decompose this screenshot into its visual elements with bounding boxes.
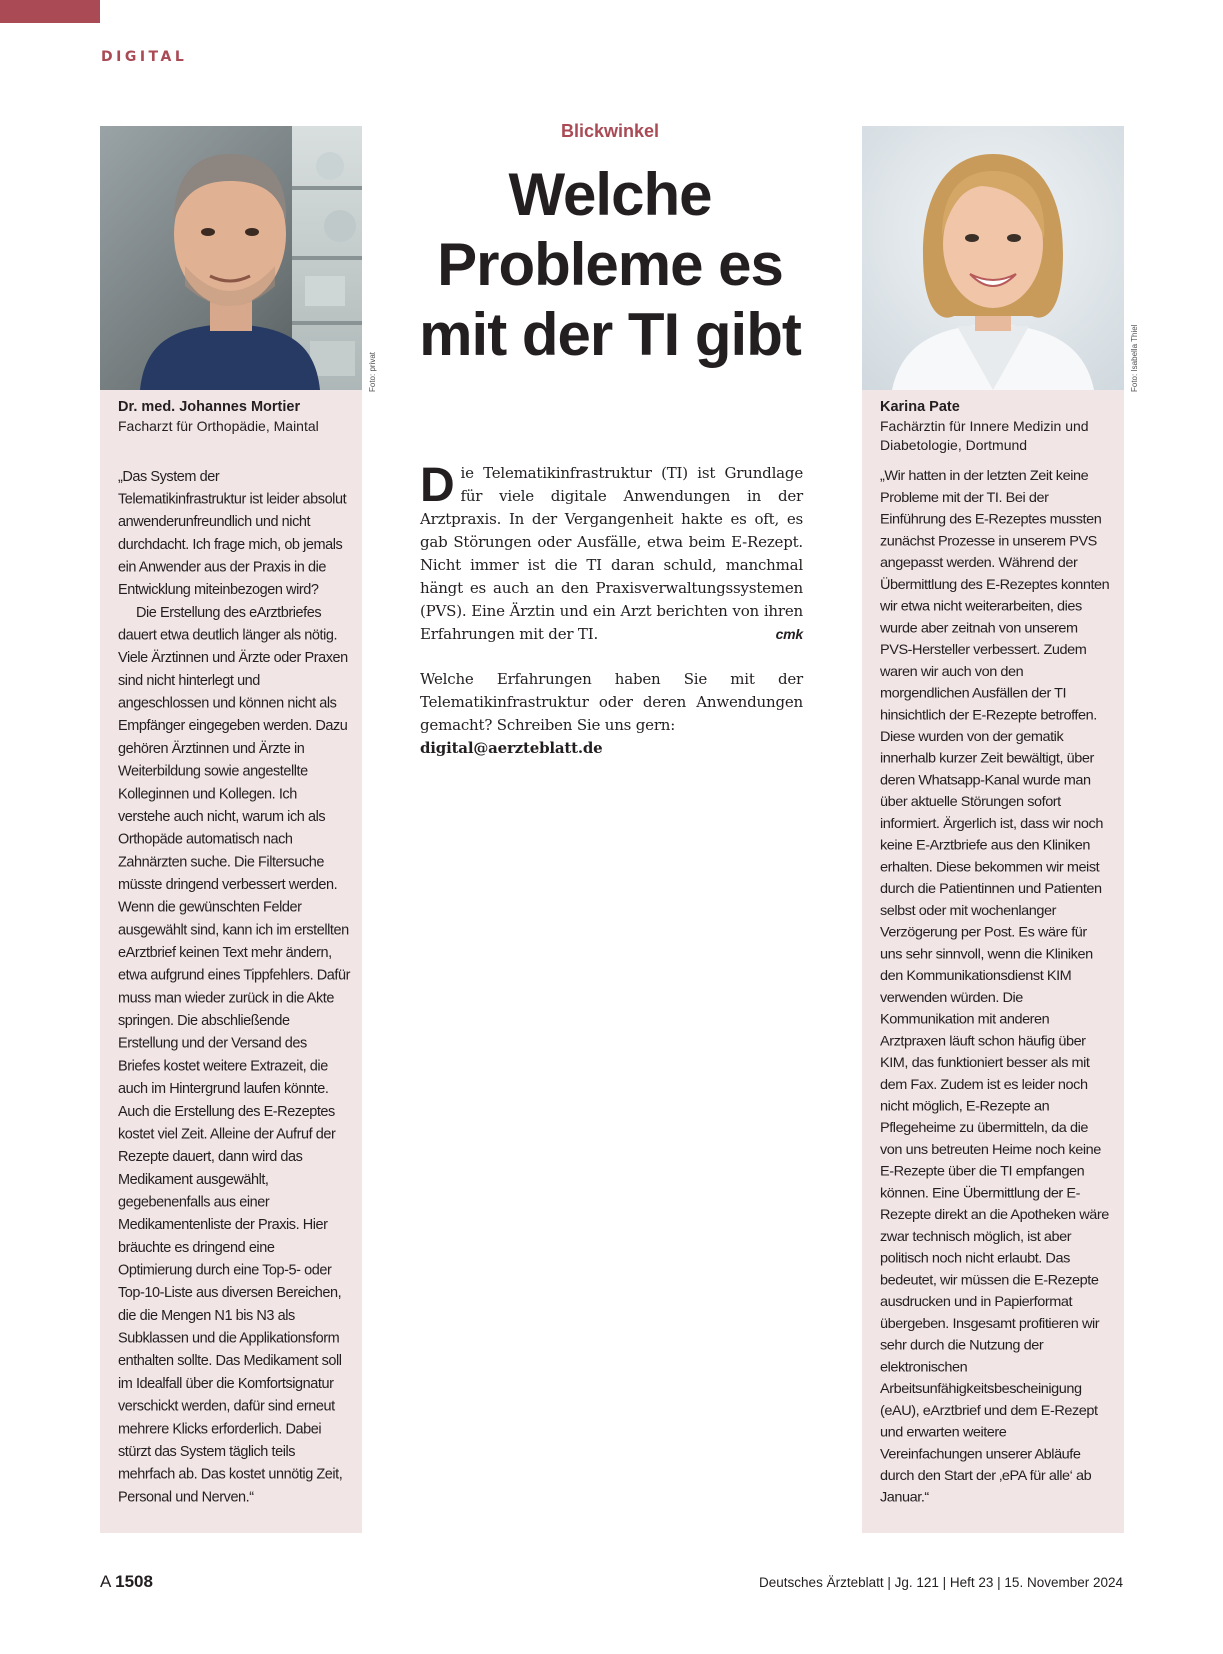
portrait-woman-image <box>862 126 1124 390</box>
lead-paragraph <box>420 459 803 646</box>
portrait-man-image <box>100 126 362 390</box>
cta-text: Welche Erfahrungen haben Sie mit der Telematikinfrastruktur oder deren Anwendungen gemacht? Schreiben Sie uns gern: <box>420 670 803 734</box>
contact-email-link[interactable]: digital@aerzteblatt.de <box>420 739 603 757</box>
headline-line: Probleme es <box>437 231 783 298</box>
call-to-action <box>420 668 803 760</box>
section-label: DIGITAL <box>101 49 188 65</box>
author-info-right <box>880 398 1115 455</box>
author-name: Dr. med. Johannes Mortier <box>118 399 301 415</box>
photo-credit-right: Foto: Isabella Thiel <box>1130 324 1139 392</box>
quote-paragraph: Die Erstellung des eArztbriefes dauert etwa deutlich länger als nötig. Viele Ärztinnen und Ärzte oder Praxen sind nicht hinterlegt und angeschlossen und können nicht als Empfänger eingegeben werden. Dazu gehören Ärztinnen und Ärzte in Weiterbildung sowie angestellte Kolleginnen und Kollegen. Ich verstehe auch nicht, warum ich als Orthopäde automatisch nach Zahnärzten suche. Die Filtersuche müsste dringend verbessert werden. Wenn die gewünschten Felder ausgewählt sind, kann ich im erstellten eArztbrief keinen Text mehr ändern, etwa aufgrund eines Tippfehlers. Dafür muss man wieder zurück in die Akte springen. Die abschließende Erstellung und der Versand des Briefes kostet weitere Extrazeit, die auch im Hintergrund laufen könnte. Auch die Erstellung des E-Rezeptes kostet viel Zeit. Alleine der Aufruf der Rezepte dauert, dann wird das Medikament ausgewählt, gegebenenfalls aus einer Medikamentenliste der Praxis. Hier bräuchte es dringend eine Optimierung durch eine Top-5- oder Top-10-Liste aus diversen Bereichen, die die Mengen N1 bis N3 als Subklassen und die Applikationsform enthalten sollte. Das Medikament soll im Idealfall über die Komfortsignatur verschickt werden, dafür sind erneut mehrere Klicks erforderlich. Dabei stürzt das System täglich teils mehrfach ab. Das kostet unnötig Zeit, Personal und Nerven.“ <box>118 605 350 1506</box>
portrait-photo-right <box>862 126 1124 390</box>
left-sidebar <box>100 126 362 1533</box>
kicker: Blickwinkel <box>560 121 660 141</box>
headline-line: mit der TI gibt <box>419 301 801 368</box>
photo-credit-left: Foto: privat <box>368 351 377 392</box>
lead-text: ie Telematikinfrastruktur (TI) ist Grundlage für viele digitale Anwendungen in der Arztpraxis. In der Vergangenheit hakte es oft, es gab Störungen oder Ausfälle, etwa beim E-Rezept. Nicht immer ist die TI daran schuld, manchmal hängt es auch an den Praxisverwaltungssystemen (PVS). Eine Ärztin und ein Arzt berichten von ihren Erfahrungen mit der TI. <box>420 464 803 643</box>
author-name: Karina Pate <box>880 399 960 415</box>
page-prefix: A <box>100 1572 111 1591</box>
right-sidebar <box>862 126 1124 1533</box>
headline <box>400 160 820 370</box>
page-number <box>100 1572 153 1592</box>
author-signature: cmk <box>775 626 803 642</box>
author-info-left <box>118 398 353 436</box>
publication-info: Deutsches Ärzteblatt | Jg. 121 | Heft 23 | 15. November 2024 <box>759 1575 1123 1590</box>
portrait-photo-left <box>100 126 362 390</box>
page-number-value: 1508 <box>115 1572 153 1591</box>
quote-right <box>880 466 1112 1509</box>
author-role: Fachärztin für Innere Medizin und Diabetologie, Dortmund <box>880 418 1089 453</box>
quote-paragraph: „Wir hatten in der letzten Zeit keine Probleme mit der TI. Bei der Einführung des E-Rezeptes mussten zunächst Prozesse in unserem PVS angepasst werden. Während der Übermittlung des E-Rezeptes konnten wir etwa nicht weiterarbeiten, dies wurde aber zeitnah von unserem PVS-Hersteller verbessert. Zudem waren wir auch von den morgendlichen Ausfällen der TI hinsichtlich der E-Rezepte betroffen. Diese wurden von der gematik innerhalb kurzer Zeit bewältigt, über deren Whatsapp-Kanal wurde man über aktuelle Störungen sofort informiert. Ärgerlich ist, dass wir noch keine E-Arztbriefe aus den Kliniken erhalten. Diese bekommen wir meist durch die Patientinnen und Patienten selbst oder mit wochenlanger Verzögerung per Post. Es wäre für uns sehr sinnvoll, wenn die Kliniken den Kommunikationsdienst KIM verwenden würden. Die Kommunikation mit anderen Arztpraxen läuft schon häufig über KIM, das funktioniert besser als mit dem Fax. Zudem ist es leider noch nicht möglich, E-Rezepte an Pflegeheime zu übermitteln, da die von uns betreuten Heime noch keine E-Rezepte über die TI empfangen können. Eine Übermittlung der E-Rezepte direkt an die Apotheken wäre zwar technisch möglich, ist aber politisch noch nicht erlaubt. Das bedeutet, wir müssen die E-Rezepte ausdrucken und in Papierformat übergeben. Insgesamt profitieren wir sehr durch die Nutzung der elektronischen Arbeitsunfähigkeitsbescheinigung (eAU), eArztbrief und dem E-Rezept und erwarten weitere Vereinfachungen unserer Abläufe durch den Start der ‚ePA für alle‘ ab Januar.“ <box>880 468 1110 1506</box>
headline-line: Welche <box>508 161 712 228</box>
drop-cap: D <box>420 459 455 512</box>
quote-paragraph: „Das System der Telematikinfrastruktur ist leider absolut anwenderunfreundlich und nicht durchdacht. Ich frage mich, ob jemals ein Anwender aus der Praxis in die Entwicklung miteinbezogen wird? <box>118 468 347 599</box>
author-role: Facharzt für Orthopädie, Maintal <box>118 418 319 434</box>
quote-left <box>118 466 350 1509</box>
accent-bar <box>0 0 100 23</box>
